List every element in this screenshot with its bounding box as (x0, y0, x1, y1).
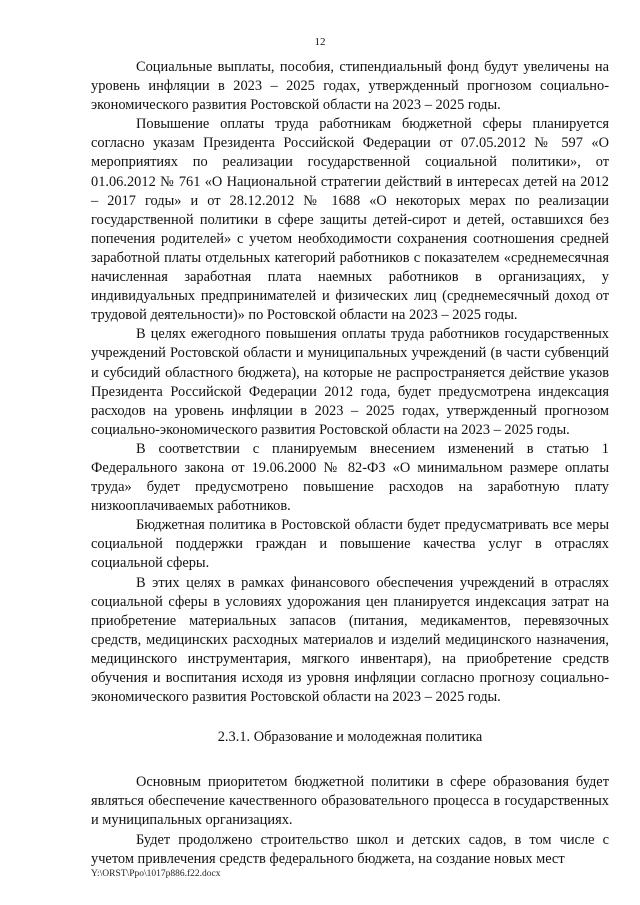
paragraph: Социальные выплаты, пособия, стипендиальный фонд будут увеличены на уровень инфляции в 2023 – 2025 годах, утвержденный прогнозом социально-экономического развития Ростовской области на 2023 – 2025 годы. (91, 59, 609, 114)
section-heading: 2.3.1. Образование и молодежная политика (217, 729, 483, 746)
paragraph: Повышение оплаты труда работникам бюджетной сферы планируется согласно указам Президента Российской Федерации от 07.05.2012 № 597 «О мероприятиях по реализации государственной социальной политики», от 01.06.2012 № 761 «О Национальной стратегии действий в интересах детей на 2012 – 2017 годы» и от 28.12.2012 № 1688 «О некоторых мерах по реализации государственной политики в сфере защиты детей-сирот и детей, оставшихся без попечения родителей» с учетом необходимости сохранения соотношения средней заработной платы отдельных категорий работников с показателем «среднемесячная начисленная заработная плата наемных работников в организациях, у индивидуальных предпринимателей и физических лиц (среднемесячный доход от трудовой деятельности)» по Ростовской области на 2023 – 2025 годы. (91, 116, 609, 324)
paragraph: В этих целях в рамках финансового обеспечения учреждений в отраслях социальной сферы в условиях удорожания цен планируется индексация затрат на приобретение материальных запасов (питания, медикаментов, перевязочных средств, медицинских расходных материалов и изделий медицинского назначения, медицинского инструментария, мягкого инвентаря), на приобретение средств обучения и воспитания исходя из уровня инфляции согласно прогнозу социально-экономического развития Ростовской области на 2023 – 2025 годы. (91, 574, 609, 706)
document-body (91, 58, 609, 869)
footer-file-path: Y:\ORST\Ppo\1017p886.f22.docx (91, 869, 221, 879)
paragraph: Основным приоритетом бюджетной политики в сфере образования будет являться обеспечение качественного образовательного процесса в государственных и муниципальных организациях. (91, 774, 609, 829)
paragraph: В целях ежегодного повышения оплаты труда работников государственных учреждений Ростовской области и муниципальных учреждений (в части субвенций и субсидий областного бюджета), на которые не распространяется действие указов Президента Российской Федерации 2012 года, будет предусмотрена индексация расходов на уровень инфляции в 2023 – 2025 годах, утвержденный прогнозом социально-экономического развития Ростовской области на 2023 – 2025 годы. (91, 326, 609, 438)
paragraph: В соответствии с планируемым внесением изменений в статью 1 Федерального закона от 19.06.2000 № 82-ФЗ «О минимальном размере оплаты труда» будет предусмотрено повышение расходов на заработную плату низкооплачиваемых работников. (91, 440, 609, 515)
paragraph: Бюджетная политика в Ростовской области будет предусматривать все меры социальной поддержки граждан и повышение качества услуг в отраслях социальной сферы. (91, 517, 609, 572)
paragraph: Будет продолжено строительство школ и детских садов, в том числе с учетом привлечения средств федерального бюджета, на создание новых мест (91, 831, 609, 867)
page-number: 12 (314, 36, 326, 48)
